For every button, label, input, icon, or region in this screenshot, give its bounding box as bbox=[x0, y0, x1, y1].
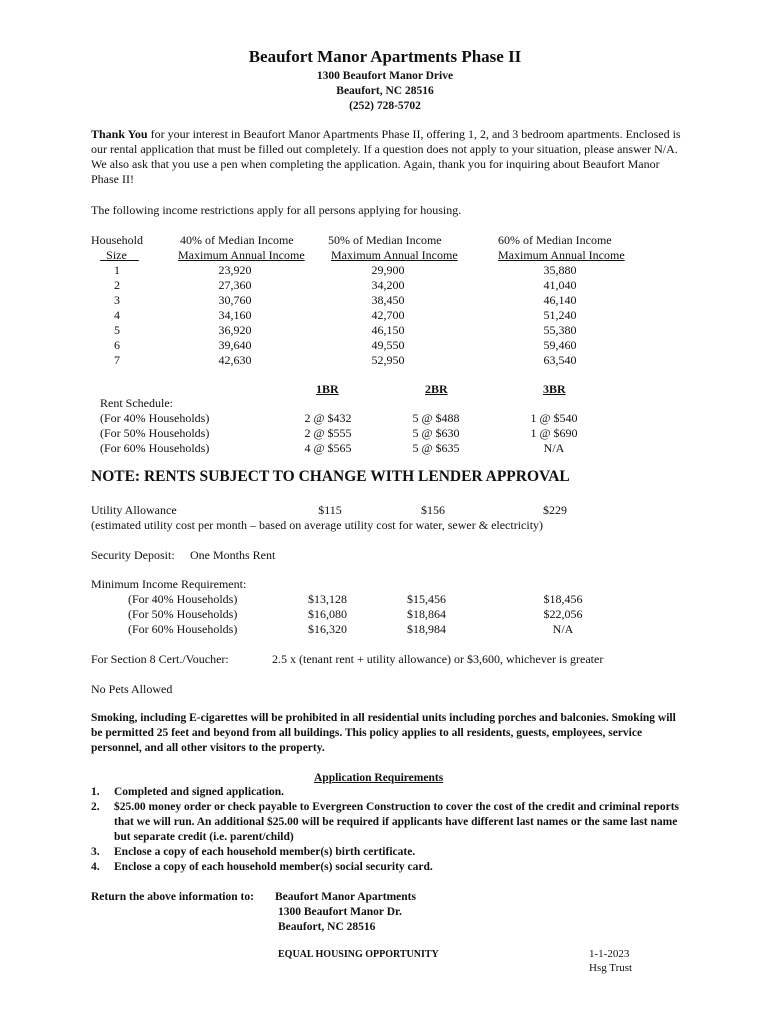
table-cell: 2 @ $432 bbox=[304, 411, 352, 425]
table-cell: $13,128 bbox=[308, 592, 347, 606]
address-line-1: 1300 Beaufort Manor Drive bbox=[316, 70, 454, 82]
intro-text: for your interest in Beaufort Manor Apartments Phase II, offering 1, 2, and 3 bedroom apartments. Enclosed is our rental application that must be filled out completely. If a question does not apply to your situation, please answer N/A. We also ask that you use a pen when completing the application. Again, thank you for inquiring about Beaufort Manor Phase II! bbox=[91, 127, 681, 186]
smoking-policy: Smoking, including E-cigarettes will be prohibited in all residential units including porches and balconies. Smoking will be permitted 25 feet and beyond from all buildings. This policy applies to all residents, guests, employees, service personnel, and all other visitors to the property. bbox=[91, 712, 676, 754]
return-line-1: Beaufort Manor Apartments bbox=[275, 891, 416, 903]
min-income-row-label: (For 40% Households) bbox=[128, 592, 238, 606]
section8-label: For Section 8 Cert./Voucher: bbox=[91, 652, 229, 666]
table-cell: N/A bbox=[552, 622, 574, 636]
table-cell: $15,456 bbox=[407, 592, 446, 606]
table-cell: 38,450 bbox=[371, 293, 405, 307]
rent-1br-column bbox=[288, 411, 368, 456]
table-cell: 27,360 bbox=[218, 278, 252, 292]
table-cell: 2 @ $555 bbox=[304, 426, 352, 440]
table-cell: 39,640 bbox=[218, 338, 252, 352]
table-cell: 36,920 bbox=[218, 323, 252, 337]
utility-1br: $115 bbox=[318, 503, 342, 517]
table-cell: 5 @ $635 bbox=[412, 441, 460, 455]
utility-label: Utility Allowance bbox=[91, 503, 177, 517]
table-cell: 30,760 bbox=[218, 293, 252, 307]
rent-row-label: (For 60% Households) bbox=[100, 441, 210, 455]
rent-schedule-label: Rent Schedule: bbox=[100, 396, 173, 410]
section8-value: 2.5 x (tenant rent + utility allowance) or $3,600, whichever is greater bbox=[272, 652, 604, 666]
min-income-col-1 bbox=[308, 592, 347, 637]
rent-2br-column bbox=[396, 411, 476, 456]
pct60-header: 60% of Median Income bbox=[498, 233, 612, 247]
table-cell: 42,630 bbox=[218, 353, 252, 367]
table-cell: $18,864 bbox=[407, 607, 446, 621]
table-cell: 1 @ $690 bbox=[530, 426, 578, 440]
pct60-subheader: Maximum Annual Income bbox=[498, 248, 625, 262]
intro-paragraph bbox=[91, 127, 681, 187]
min-income-row-label: (For 50% Households) bbox=[128, 607, 238, 621]
table-cell: 46,140 bbox=[543, 293, 577, 307]
table-cell: N/A bbox=[543, 441, 565, 455]
list-item: 3. Enclose a copy of each household member(s) birth certificate. bbox=[91, 846, 416, 858]
pets-policy: No Pets Allowed bbox=[91, 682, 173, 696]
table-cell: 4 @ $565 bbox=[304, 441, 352, 455]
return-line-3: Beaufort, NC 28516 bbox=[278, 921, 376, 933]
list-item: 1. Completed and signed application. bbox=[91, 786, 284, 798]
min-income-row-labels bbox=[128, 592, 237, 637]
table-cell: $18,984 bbox=[407, 622, 446, 636]
household-size-column bbox=[91, 263, 143, 368]
min-income-row-label: (For 60% Households) bbox=[128, 622, 238, 636]
table-cell: $16,080 bbox=[308, 607, 347, 621]
table-cell: 1 bbox=[114, 263, 120, 277]
pct40-column bbox=[195, 263, 275, 368]
table-cell: 3 bbox=[114, 293, 120, 307]
table-cell: 1 @ $540 bbox=[530, 411, 578, 425]
utility-3br: $229 bbox=[543, 503, 567, 517]
min-income-label: Minimum Income Requirement: bbox=[91, 577, 247, 591]
table-cell: 29,900 bbox=[371, 263, 405, 277]
page-title: Beaufort Manor Apartments Phase II bbox=[248, 47, 522, 66]
table-cell: 49,550 bbox=[371, 338, 405, 352]
table-cell: $18,456 bbox=[543, 592, 583, 606]
phone-number: (252) 728-5702 bbox=[349, 100, 421, 112]
table-cell: 5 @ $488 bbox=[412, 411, 460, 425]
thank-you-text: Thank You bbox=[91, 127, 148, 141]
pct50-column bbox=[348, 263, 428, 368]
household-header: Household bbox=[91, 233, 143, 247]
return-label: Return the above information to: bbox=[91, 891, 254, 903]
equal-housing-text: EQUAL HOUSING OPPORTUNITY bbox=[278, 949, 439, 960]
table-cell: 46,150 bbox=[371, 323, 405, 337]
min-income-col-3 bbox=[528, 592, 598, 637]
rent-change-note: NOTE: RENTS SUBJECT TO CHANGE WITH LENDER APPROVAL bbox=[91, 468, 570, 485]
table-cell: 63,540 bbox=[543, 353, 577, 367]
deposit-value: One Months Rent bbox=[190, 548, 276, 562]
table-cell: 41,040 bbox=[543, 278, 577, 292]
utility-2br: $156 bbox=[421, 503, 445, 517]
utility-description: (estimated utility cost per month – based on average utility cost for water, sewer & electricity) bbox=[91, 518, 544, 532]
pct50-header: 50% of Median Income bbox=[328, 233, 442, 247]
table-cell: 2 bbox=[114, 278, 120, 292]
table-cell: 6 bbox=[114, 338, 120, 352]
table-cell: 51,240 bbox=[543, 308, 577, 322]
table-cell: 5 bbox=[114, 323, 120, 337]
footer-code: Hsg Trust bbox=[589, 962, 633, 974]
rent-row-label: (For 50% Households) bbox=[100, 426, 210, 440]
table-cell: 55,380 bbox=[543, 323, 577, 337]
list-item: 4. Enclose a copy of each household member(s) social security card. bbox=[91, 861, 433, 873]
pct40-header: 40% of Median Income bbox=[180, 233, 294, 247]
rent-row-label: (For 40% Households) bbox=[100, 411, 210, 425]
table-cell: 59,460 bbox=[543, 338, 577, 352]
size-header: Size bbox=[106, 248, 127, 262]
table-cell: 4 bbox=[114, 308, 120, 322]
footer-date: 1-1-2023 bbox=[589, 948, 630, 960]
table-cell: 35,880 bbox=[543, 263, 577, 277]
table-cell: 42,700 bbox=[371, 308, 405, 322]
table-cell: 7 bbox=[114, 353, 120, 367]
pct60-column bbox=[520, 263, 600, 368]
rent-3br-column bbox=[514, 411, 594, 456]
min-income-col-2 bbox=[407, 592, 446, 637]
rent-labels bbox=[100, 396, 209, 456]
table-cell: $16,320 bbox=[308, 622, 347, 636]
table-cell: 34,160 bbox=[218, 308, 252, 322]
deposit-label: Security Deposit: bbox=[91, 548, 175, 562]
pct40-subheader: Maximum Annual Income bbox=[178, 248, 305, 262]
list-item: 2. $25.00 money order or check payable to Evergreen Construction to cover the cost of the credit and criminal reports that we will run. An additional $25.00 will be required if applicants have different last names or the same last name but separate credit (i.e. parent/child) bbox=[91, 801, 680, 843]
rent-header-2br: 2BR bbox=[425, 382, 448, 396]
pct50-subheader: Maximum Annual Income bbox=[331, 248, 458, 262]
table-cell: $22,056 bbox=[543, 607, 583, 621]
table-cell: 34,200 bbox=[371, 278, 405, 292]
rent-header-3br: 3BR bbox=[543, 382, 566, 396]
return-line-2: 1300 Beaufort Manor Dr. bbox=[278, 906, 402, 918]
table-cell: 23,920 bbox=[218, 263, 252, 277]
table-cell: 52,950 bbox=[371, 353, 405, 367]
table-cell: 5 @ $630 bbox=[412, 426, 460, 440]
requirements-title: Application Requirements bbox=[314, 772, 444, 784]
income-intro: The following income restrictions apply for all persons applying for housing. bbox=[91, 203, 462, 217]
rent-header-1br: 1BR bbox=[316, 382, 339, 396]
address-line-2: Beaufort, NC 28516 bbox=[336, 85, 434, 97]
requirements-list bbox=[91, 785, 681, 875]
